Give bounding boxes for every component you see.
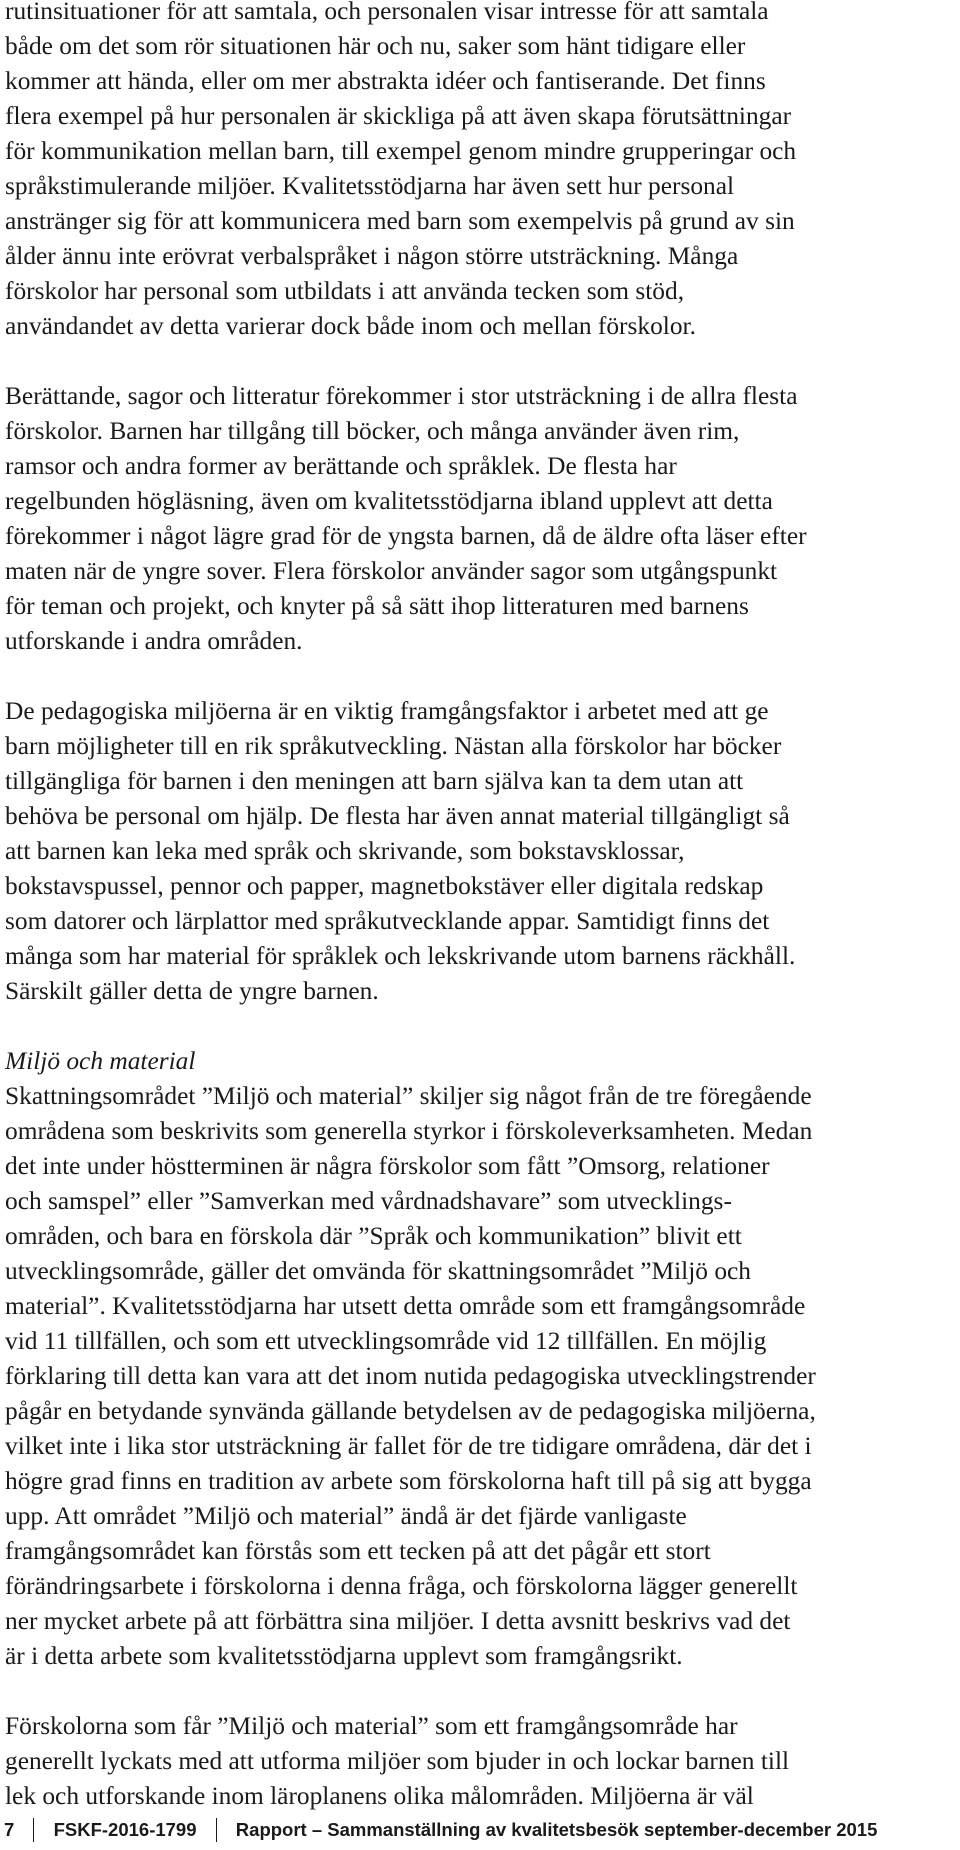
report-id: FSKF-2016-1799 (53, 1819, 197, 1841)
report-title: Rapport – Sammanställning av kvalitetsbesök september-december 2015 (235, 1819, 878, 1841)
paragraph-gap (5, 659, 955, 694)
footer-divider (33, 1818, 34, 1842)
section-paragraph-1: Skattningsområdet ”Miljö och material” skiljer sig något från de tre föregående områdena som beskrivits som generella styrkor i förskoleverksamheten. Medan det inte under höstterminen är några förskolor som fått ”Omsorg, relationer och samspel” eller ”Samverkan med vårdnadshavare” som utvecklings- områden, och bara en förskola där ”Språk och kommunikation” blivit ett utvecklingsområde, gäller det omvända för skattningsområdet ”Miljö och material”. Kvalitetsstödjarna har utsett detta område som ett framgångsområde vid 11 tillfällen, och som ett utvecklingsområde vid 12 tillfällen. En möjlig förklaring till detta kan vara att det inom nutida pedagogiska utvecklingstrender pågår en betydande synvända gällande betydelsen av de pedagogiska miljöerna, vilket inte i lika stor utsträckning är fallet för de tre tidigare områdena, där det i högre grad finns en tradition av arbete som förskolorna haft till på sig att bygga upp. Att området ”Miljö och material” ändå är det fjärde vanligaste framgångsområdet kan förstås som ett tecken på att det pågår ett stort förändringsarbete i förskolorna i denna fråga, och förskolorna lägger generellt ner mycket arbete på att förbättra sina miljöer. I detta avsnitt beskrivs vad det är i detta arbete som kvalitetsstödjarna upplevt som framgångsrikt. (5, 1082, 816, 1670)
document-body (5, 0, 955, 1814)
body-paragraph-1: rutinsituationer för att samtala, och personalen visar intresse för att samtala både om det som rör situationen här och nu, saker som hänt tidigare eller kommer att hända, eller om mer abstrakta idéer och fantiserande. Det finns flera exempel på hur personalen är skickliga på att även skapa förutsättningar för kommunikation mellan barn, till exempel genom mindre grupperingar och språkstimulerande miljöer. Kvalitetsstödjarna har även sett hur personal anstränger sig för att kommunicera med barn som exempelvis på grund av sin ålder ännu inte erövrat verbalspråket i någon större utsträckning. Många förskolor har personal som utbildats i att använda tecken som stöd, användandet av detta varierar dock både inom och mellan förskolor. (5, 0, 797, 340)
paragraph-gap (5, 344, 955, 379)
body-paragraph-3: De pedagogiska miljöerna är en viktig framgångsfaktor i arbetet med att ge barn möjligheter till en rik språkutveckling. Nästan alla förskolor har böcker tillgängliga för barnen i den meningen att barn själva kan ta dem utan att behöva be personal om hjälp. De flesta har även annat material tillgängligt så att barnen kan leka med språk och skrivande, som bokstavsklossar, bokstavspussel, pennor och papper, magnetbokstäver eller digitala redskap som datorer och lärplattor med språkutvecklande appar. Samtidigt finns det många som har material för språklek och lekskrivande utom barnens räckhåll. Särskilt gäller detta de yngre barnen. (5, 697, 796, 1005)
page-footer (4, 1816, 954, 1842)
footer-divider (216, 1818, 217, 1842)
paragraph-gap (5, 1009, 955, 1044)
page-number: 7 (4, 1819, 15, 1841)
paragraph-gap (5, 1674, 955, 1709)
section-heading: Miljö och material (5, 1047, 196, 1075)
body-paragraph-2: Berättande, sagor och litteratur förekommer i stor utsträckning i de allra flesta förskolor. Barnen har tillgång till böcker, och många använder även rim, ramsor och andra former av berättande och språklek. De flesta har regelbunden högläsning, även om kvalitetsstödjarna ibland upplevt att detta förekommer i något lägre grad för de yngsta barnen, då de äldre ofta läser efter maten när de yngre sover. Flera förskolor använder sagor som utgångspunkt för teman och projekt, och knyter på så sätt ihop litteraturen med barnens utforskande i andra områden. (5, 382, 807, 655)
section-paragraph-2: Förskolorna som får ”Miljö och material” som ett framgångsområde har generellt lyckats med att utforma miljöer som bjuder in och lockar barnen till lek och utforskande inom läroplanens olika målområden. Miljöerna är väl (5, 1712, 790, 1810)
